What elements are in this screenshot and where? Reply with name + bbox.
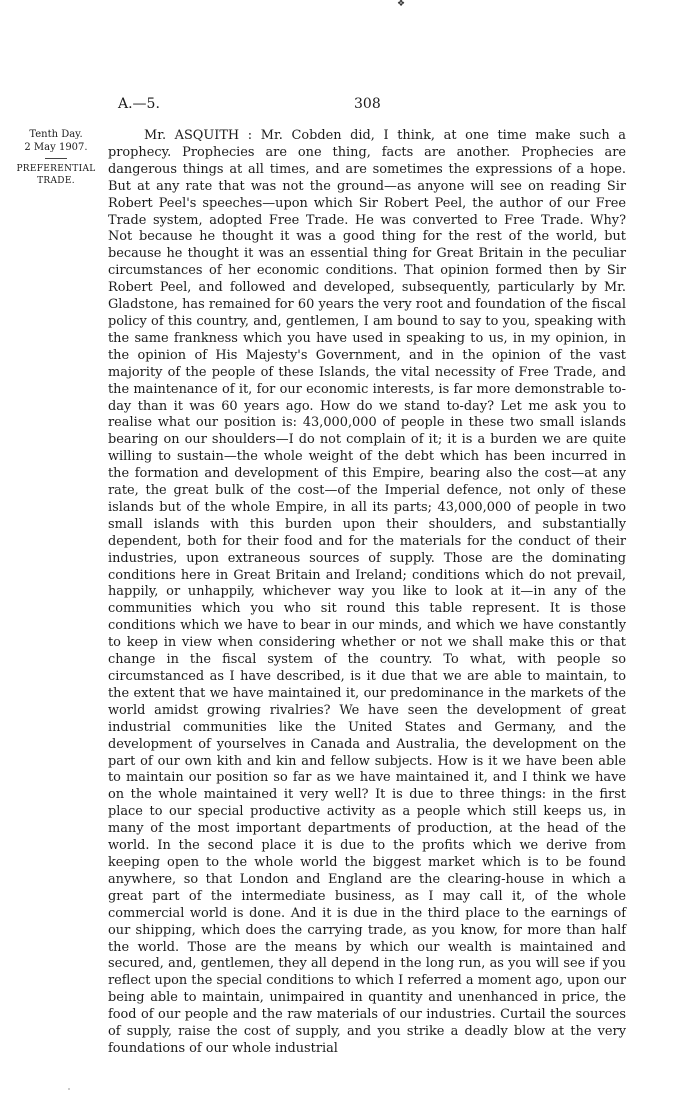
page-number: 308 xyxy=(354,96,381,112)
scan-speck xyxy=(68,1088,70,1090)
margin-date: 2 May 1907. xyxy=(24,142,88,153)
document-reference: A.—5. xyxy=(118,96,160,112)
margin-day: Tenth Day. xyxy=(29,129,83,140)
speech-paragraph: Mr. ASQUITH : Mr. Cobden did, I think, at one time make such a prophecy. Prophecies are one thing, facts are another. Prophecies are dangerous things at all times, and are sometimes the expressions of a hope. But at any rate that was not the ground—as anyone will see on reading Sir Robert Peel's speeches—upon which Sir Robert Peel, the author of our Free Trade system, adopted Free Trade. He was converted to Free Trade. Why? Not because he thought it was a good thing for the rest of the world, but because he thought it was an essential thing for Great Britain in the peculiar circumstances of her economic conditions. That opinion formed then by Sir Robert Peel, and followed and developed, subsequently, particularly by Mr. Gladstone, has remained for 60 years the very root and foundation of the fiscal policy of this country, and, gentlemen, I am bound to say to you, speaking with the same frankness which you have used in speaking to us, in my opinion, in the opinion of His Majesty's Government, and in the opinion of the vast majority of the people of these Islands, the vital necessity of Free Trade, and the maintenance of it, for our economic interests, is far more demonstrable to-day than it was 60 years ago. How do we stand to-day? Let me ask you to realise what our position is: 43,000,000 of people in these two small islands bearing on our shoulders—I do not complain of it; it is a burden we are quite willing to sustain—the whole weight of the debt which has been incurred in the formation and development of this Empire, bearing also the cost—at any rate, the great bulk of the cost—of the Imperial defence, not only of these islands but of the whole Empire, in all its parts; 43,000,000 of people in two small islands with this burden upon their shoulders, and substantially dependent, both for their food and for the materials for the conduct of their industries, upon extraneous sources of supply. Those are the dominating conditions here in Great Britain and Ireland; conditions which do not prevail, happily, or unhappily, whichever way you like to look at it—in any of the communities which you who sit round this table represent. It is those conditions which we have to bear in our minds, and which we have constantly to keep in view when considering whether or not we shall make this or that change in the fiscal system of the country. To what, with people so circumstanced as I have described, is it due that we are able to maintain, to the extent that we have maintained it, our predominance in the markets of the world amidst growing rivalries? We have seen the development of great industrial communities like the United States and Germany, and the development of yourselves in Canada and Australia, the development on the part of our own kith and kin and fellow subjects. How is it we have been able to maintain our position so far as we have maintained it, and I think we have on the whole maintained it very well? It is due to three things: in the first place to our special productive activity as a people which still keeps us, in many of the most important departments of production, at the head of the world. In the second place it is due to the profits which we derive from keeping open to the whole world the biggest market which is to be found anywhere, so that London and England are the clearing-house in which a great part of the intermediate business, as I may call it, of the whole commercial world is done. And it is due in the third place to the earnings of our shipping, which does the carrying trade, as you know, for more than half the world. Those are the means by which our wealth is maintained and secured, and, gentlemen, they all depend in the long run, as you will see if you reflect upon the special conditions to which I referred a moment ago, upon our being able to maintain, unimpaired in quantity and unenhanced in price, the food of our people and the raw materials of our industries. Curtail the sources of supply, raise the cost of supply, and you strike a deadly blow at the very foundations of our whole industrial xyxy=(108,128,626,1056)
margin-note xyxy=(14,128,98,187)
margin-topic-line1: PREFERENTIAL xyxy=(16,164,96,174)
margin-topic-line2: TRADE. xyxy=(37,176,75,186)
page-header xyxy=(118,96,638,116)
ink-mark: ❖ xyxy=(397,0,406,9)
margin-divider xyxy=(45,158,67,159)
